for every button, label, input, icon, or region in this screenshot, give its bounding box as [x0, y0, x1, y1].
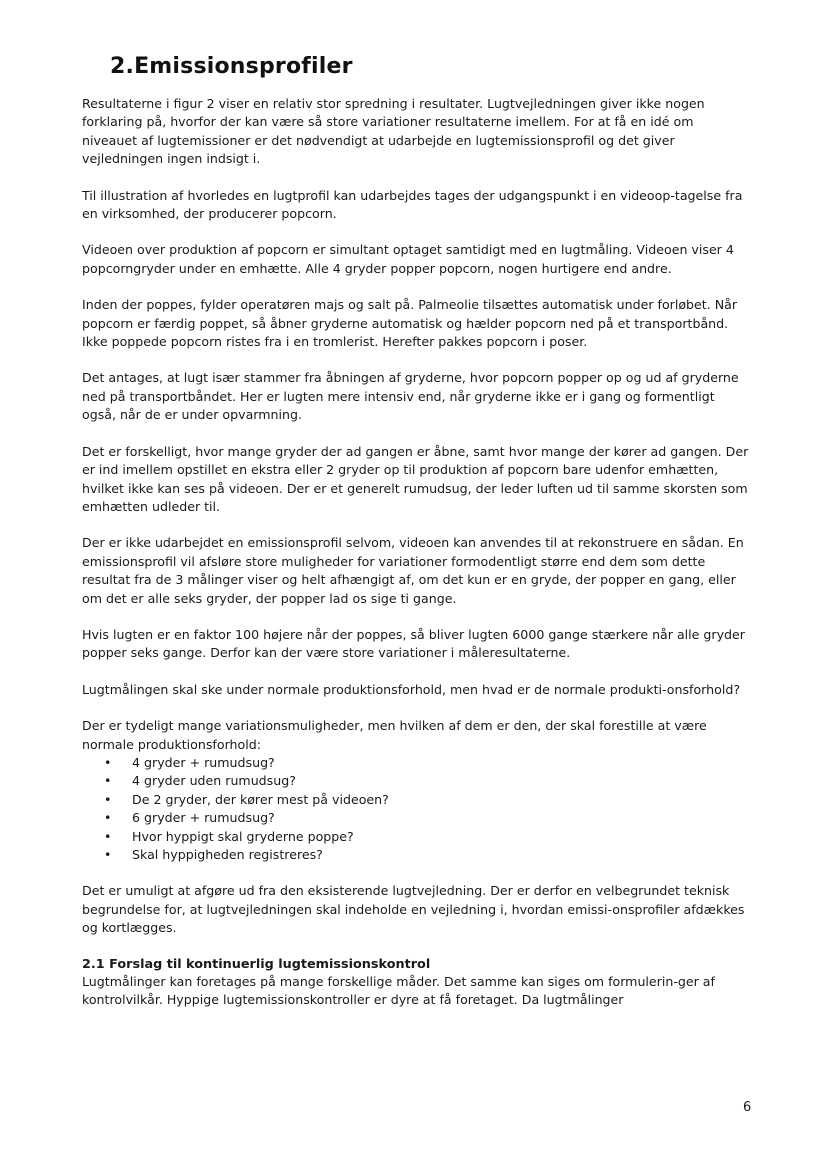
- paragraph-pot-variation: Det er forskelligt, hvor mange gryder der ad gangen er åbne, samt hvor mange der kører ad gangen. Der er ind imellem opstillet en ekstra eller 2 gryder op til produktion af popcorn bare udenfor emhætten, hvilket ikke kan ses på videoen. Der er et generelt rumudsug, der leder luften ud til samme skorsten som emhætten udleder til.: [82, 443, 749, 514]
- list-item: • Skal hyppigheden registreres?: [104, 846, 752, 864]
- bullet-icon: •: [104, 754, 112, 770]
- paragraph-odour-source: Det antages, at lugt især stammer fra åbningen af gryderne, hvor popcorn popper op og ud af gryderne ned på transportbåndet. Her er lugten mere intensiv end, når gryderne ikke er i gang og formentligt også, når de er under opvarmning.: [82, 370, 739, 423]
- bullet-list: [82, 754, 752, 864]
- bullet-icon: •: [104, 773, 112, 789]
- list-item: • 4 gryder + rumudsug?: [104, 754, 752, 772]
- list-item: • Hvor hyppigt skal gryderne poppe?: [104, 828, 752, 846]
- paragraph-normal-conditions: Lugtmålingen skal ske under normale produktionsforhold, men hvad er de normale produkti-onsforhold?: [82, 681, 741, 697]
- page-title: 2.Emissionsprofiler: [110, 54, 353, 79]
- section-heading: 2.1 Forslag til kontinuerlig lugtemissionskontrol: [82, 956, 431, 972]
- paragraph-illustration: Til illustration af hvorledes en lugtprofil kan udarbejdes tages der udgangspunkt i en videoop-tagelse fra en virksomhed, der producerer popcorn.: [82, 187, 743, 222]
- paragraph-factor: Hvis lugten er en faktor 100 højere når der poppes, så bliver lugten 6000 gange stærkere når alle gryder popper seks gange. Derfor kan der være store variationer i måleresultaterne.: [82, 626, 745, 661]
- page-number: 6: [743, 1100, 752, 1115]
- paragraph-conclusion: Det er umuligt at afgøre ud fra den eksisterende lugtvejledning. Der er derfor en velbegrundet teknisk begrundelse for, at lugtvejledningen skal indeholde en vejledning i, hvordan emissi-onsprofiler afdækkes og kortlægges.: [82, 883, 745, 936]
- paragraph-variation-options: Der er tydeligt mange variationsmuligheder, men hvilken af dem er den, der skal forestille at være normale produktionsforhold:: [82, 718, 707, 752]
- paragraph-process: Inden der poppes, fylder operatøren majs og salt på. Palmeolie tilsættes automatisk under forløbet. Når popcorn er færdig poppet, så åbner gryderne automatisk og hælder popcorn ned på et transportbånd. Ikke poppede popcorn ristes fra i en tromlerist. Herefter pakkes popcorn i poser.: [82, 297, 738, 350]
- paragraph-video: Videoen over produktion af popcorn er simultant optaget samtidigt med en lugtmåling. Videoen viser 4 popcorngryder under en emhætte. Alle 4 gryder popper popcorn, nogen hurtigere end andre.: [82, 242, 734, 276]
- list-item: • De 2 gryder, der kører mest på videoen?: [104, 791, 752, 809]
- bullet-icon: •: [104, 828, 112, 844]
- list-item: • 4 gryder uden rumudsug?: [104, 772, 752, 790]
- paragraph-emission-profile: Der er ikke udarbejdet en emissionsprofil selvom, videoen kan anvendes til at rekonstruere en sådan. En emissionsprofil vil afsløre store muligheder for variationer formodentligt større end dem som dette resultat fra de 3 målinger viser og helt afhængigt af, om det kun er en gryde, der popper en gang, eller om det er alle seks gryder, der popper lad os sige ti gange.: [82, 535, 744, 606]
- bullet-icon: •: [104, 791, 112, 807]
- paragraph-results-spread: Resultaterne i figur 2 viser en relativ stor spredning i resultater. Lugtvejledningen giver ikke nogen forklaring på, hvorfor der kan være så store variationer resultaterne imellem. For at få en idé om niveauet af lugtemissioner er det nødvendigt at udarbejde en lugtemissionsprofil og det giver vejledningen ingen indsigt i.: [82, 96, 705, 167]
- list-item: • 6 gryder + rumudsug?: [104, 809, 752, 827]
- document-page: [82, 52, 752, 1009]
- bullet-icon: •: [104, 810, 112, 826]
- paragraph-measurements: Lugtmålinger kan foretages på mange forskellige måder. Det samme kan siges om formulerin-ger af kontrolvilkår. Hyppige lugtemissionskontroller er dyre at få foretaget. Da lugtmålinger: [82, 973, 715, 1008]
- bullet-icon: •: [104, 847, 112, 862]
